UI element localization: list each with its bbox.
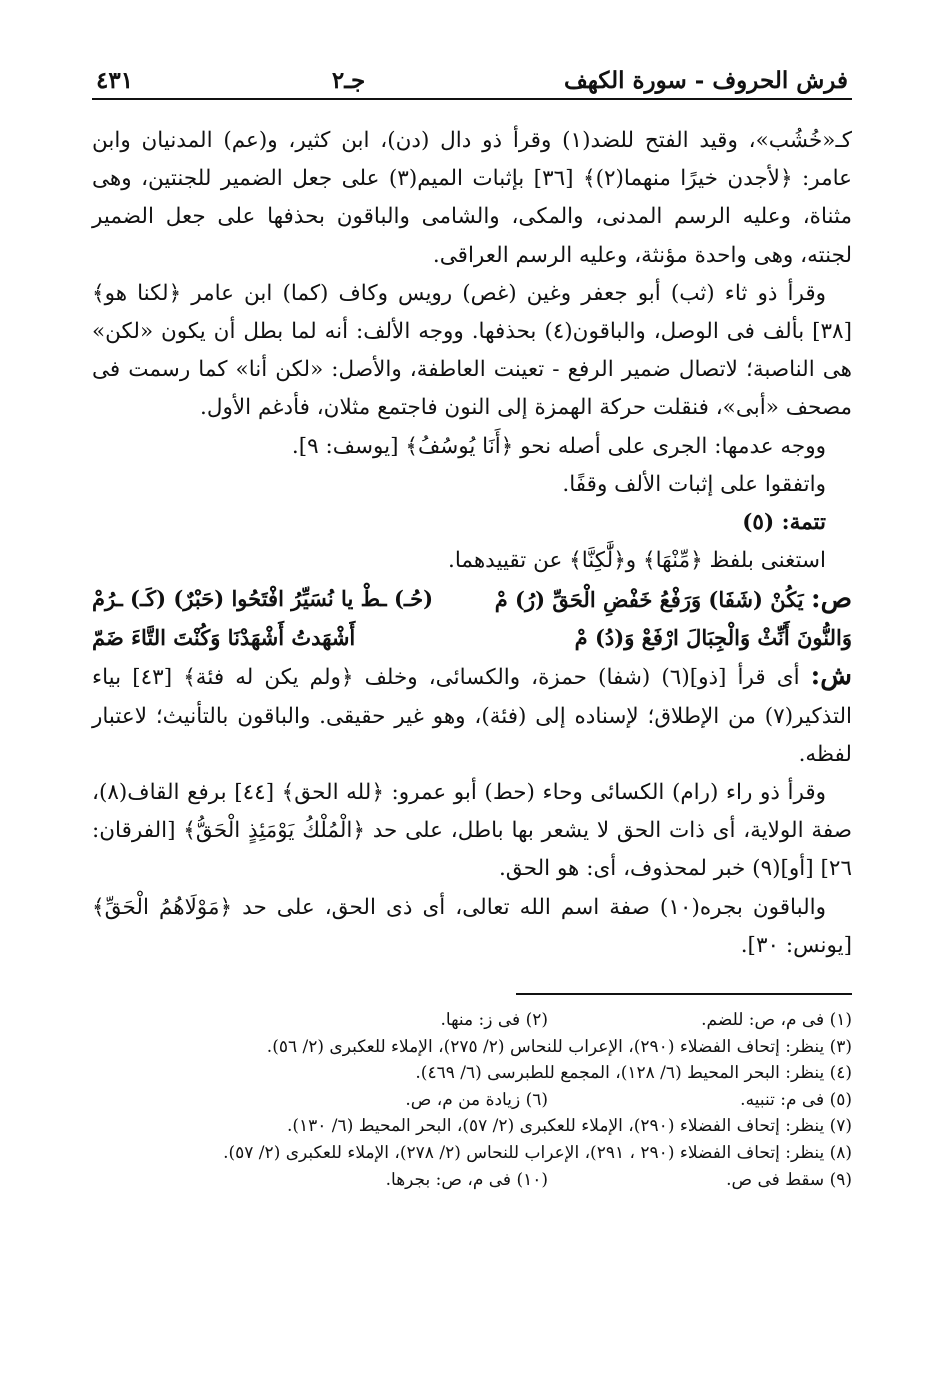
paragraph-7	[92, 657, 852, 774]
paragraph-2: وقرأ ذو ثاء (ثب) أبو جعفر وغين (غص) رويس وكاف (كما) ابن عامر ﴿لكنا هو﴾ [٣٨] بألف فى الوصل، والباقون(٤) بحذفها. ووجه الألف: أنه لما بطل أن يكون «لكن» هى الناصبة؛ لاتصال ضمير الرفع - تعينت العاطفة، والأصل: «لكن أنا» كما رسمت فى مصحف «أبى»، فنقلت حركة الهمزة إلى النون فاجتمع مثلان، فأدغم الأول.	[92, 280, 852, 421]
footnote-4: (٤) ينظر: البحر المحيط (٦/ ١٢٨)، المجمع للطبرسى (٦/ ٤٦٩).	[415, 1063, 852, 1084]
header-volume: جـ٢	[331, 67, 366, 94]
main-text	[92, 122, 852, 965]
verse-line-1	[92, 580, 852, 619]
header-title: فرش الحروف - سورة الكهف	[563, 67, 848, 94]
footnotes	[92, 1007, 852, 1193]
commentary-lead-marker: ش:	[810, 661, 852, 692]
footnote-1: (١) فى م، ص: للضم.	[701, 1010, 852, 1031]
footnote-6: (٦) زيادة من م، ص.	[405, 1089, 548, 1110]
footnote-row	[92, 1167, 852, 1194]
footnote-9: (٩) سقط فى ص.	[726, 1169, 852, 1190]
section-heading: تتمة: (٥)	[742, 510, 826, 536]
paragraph-8: وقرأ ذو راء (رام) الكسائى وحاء (حط) أبو عمرو: ﴿لله الحق﴾ [٤٤] برفع القاف(٨)، صفة الولاية، أى ذات الحق لا يشعر بها باطل، على حد ﴿الْمُلْكُ يَوْمَئِذٍ الْحَقُّ﴾ [الفرقان: ٢٦] [أو](٩) خبر لمحذوف، أى: هو الحق.	[92, 780, 852, 882]
footnote-divider	[516, 993, 852, 995]
verse-hemistich-2b: أَشْهَدتُ أَشْهَدْنَا وَكُنْتَ التَّاءَ ضَمّ	[92, 625, 356, 651]
paragraph-3: ووجه عدمها: الجرى على أصله نحو ﴿أَنَا يُوسُفُ﴾ [يوسف: ٩].	[291, 433, 826, 459]
footnote-10: (١٠) فى م، ص: بجرها.	[385, 1169, 548, 1190]
page-number: ٤٣١	[96, 67, 134, 94]
paragraph-6: استغنى بلفظ ﴿مِّنْهَا﴾ و﴿لَّٰكِنَّا﴾ عن تقييدهما.	[448, 548, 826, 574]
verse-hemistich-2a: وَالنُّونَ أَنِّثْ وَالْجِبَالَ ارْفَعْ وَ(دُ) مْ	[574, 625, 852, 651]
verse-hemistich-1b: (حُـ) ـطْ يا نُسَيِّرُ افْتَحُوا (حَبْرٌ) (كَـ) ـرُمْ	[92, 586, 434, 612]
paragraph-7-text: أى قرأ [ذو](٦) (شفا) حمزة، والكسائى، وخلف ﴿ولم يكن له فئة﴾ [٤٣] بياء التذكير(٧) من الإطلاق؛ لإسناده إلى (فئة)، وهو غير حقيقى. والباقون بالتأنيث؛ لاعتبار لفظه.	[92, 665, 853, 767]
paragraph-4: واتفقوا على إثبات الألف وقفًا.	[562, 471, 826, 497]
footnote-5: (٥) فى م: تنبيه.	[740, 1089, 852, 1110]
verse-hemistich-1a: يَكُنْ (شَفَا) وَرَفْعُ خَفْضِ الْحَقِّ (رُ) مْ	[494, 587, 804, 613]
footnote-row	[92, 1087, 852, 1114]
running-header	[92, 58, 852, 100]
footnote-2: (٢) فى ز: منها.	[440, 1010, 548, 1031]
verse-lead-marker: ص:	[810, 584, 852, 615]
paragraph-9: والباقون بجره(١٠) صفة اسم الله تعالى، أى ذى الحق، على حد ﴿مَوْلَاهُمُ الْحَقِّ﴾ [يونس: ٣٠].	[92, 894, 852, 958]
verse-line-2	[92, 619, 852, 657]
footnote-8: (٨) ينظر: إتحاف الفضلاء (٢٩٠ ، ٢٩١)، الإعراب للنحاس (٢/ ٢٧٨)، الإملاء للعكبرى (٢/ ٥٧).	[223, 1143, 852, 1164]
footnote-row	[92, 1007, 852, 1034]
paragraph-1: كـ«خُشُب»، وقيد الفتح للضد(١) وقرأ ذو دال (دن)، ابن كثير، و(عم) المدنيان وابن عامر: ﴿لأجدن خيرًا منهما(٢)﴾ [٣٦] بإثبات الميم(٣) على جعل الضمير للجنتين، وهى مثناة، وعليه الرسم المدنى، والمكى، والشامى والباقون بحذفها على جعل الضمير لجنته، وهى واحدة مؤنثة، وعليه الرسم العراقى.	[92, 128, 852, 268]
poem-verse	[92, 580, 852, 657]
page	[92, 58, 852, 1193]
footnote-7: (٧) ينظر: إتحاف الفضلاء (٢٩٠)، الإملاء للعكبرى (٢/ ٥٧)، البحر المحيط (٦/ ١٣٠).	[286, 1116, 852, 1137]
footnote-3: (٣) ينظر: إتحاف الفضلاء (٢٩٠)، الإعراب للنحاس (٢/ ٢٧٥)، الإملاء للعكبرى (٢/ ٥٦).	[266, 1036, 852, 1057]
